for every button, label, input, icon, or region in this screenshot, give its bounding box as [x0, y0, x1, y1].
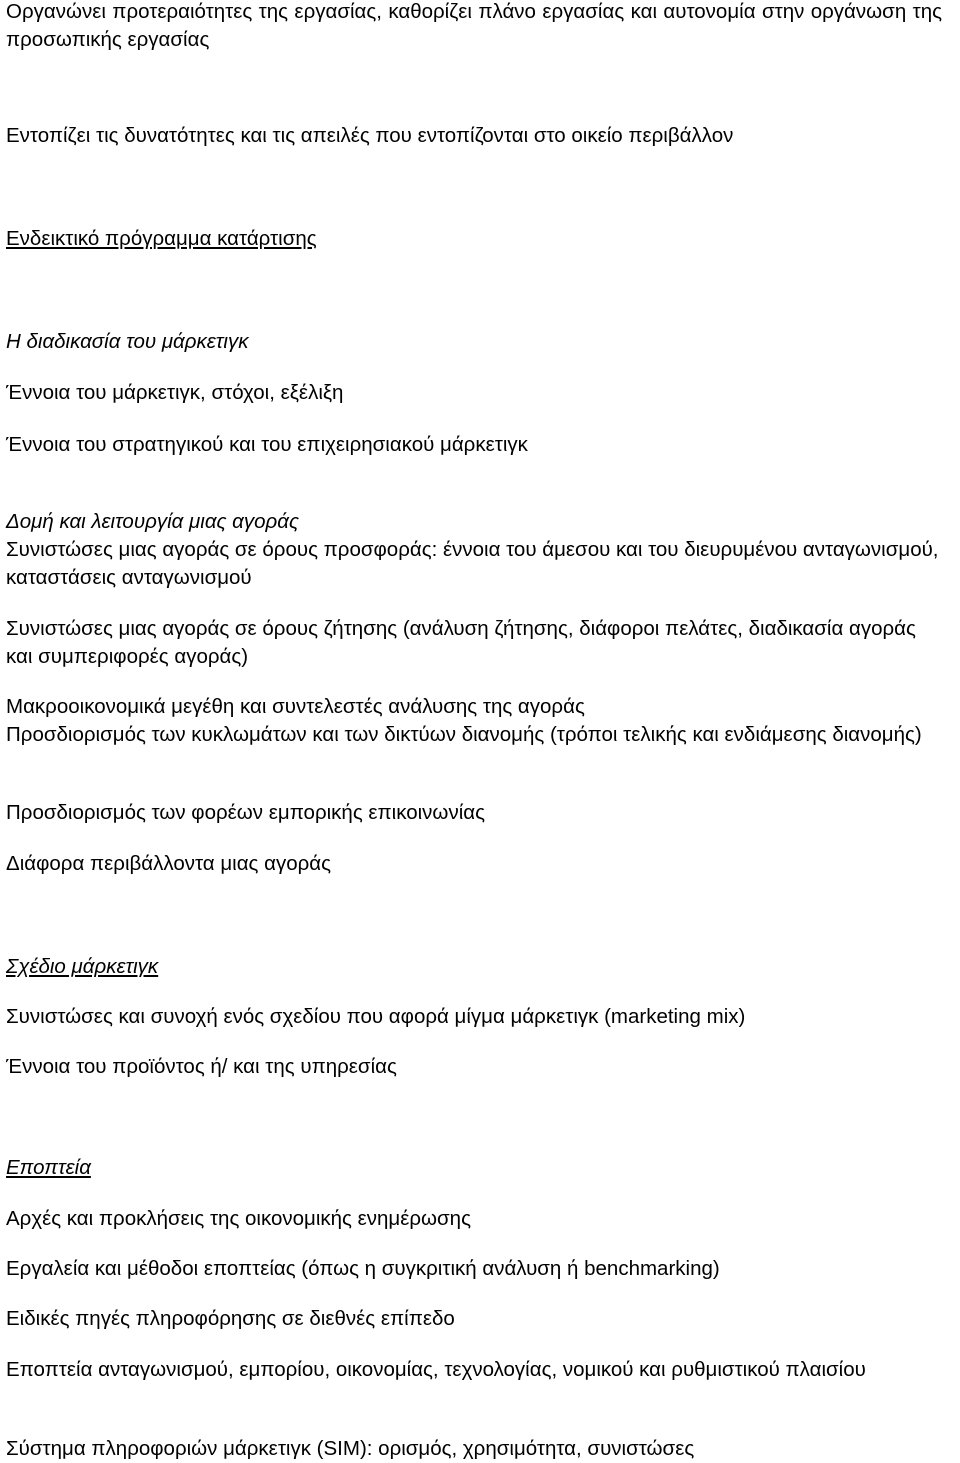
list-item: Εργαλεία και μέθοδοι εποπτείας (όπως η συγκριτική ανάλυση ή benchmarking): [6, 1257, 720, 1280]
program-heading: Ενδεικτικό πρόγραμμα κατάρτισης: [6, 227, 317, 250]
list-item: Συνιστώσες μιας αγοράς σε όρους ζήτησης (ανάλυση ζήτησης, διάφοροι πελάτες, διαδικασία αγοράς και συμπεριφορές αγοράς): [6, 617, 916, 668]
list-item: Προσδιορισμός των φορέων εμπορικής επικοινωνίας: [6, 801, 485, 824]
list-item: Συνιστώσες και συνοχή ενός σχεδίου που αφορά μίγμα μάρκετιγκ (marketing mix): [6, 1005, 746, 1028]
section-heading-marketing-plan: Σχέδιο μάρκετιγκ: [6, 955, 159, 978]
list-item: Συνιστώσες μιας αγοράς σε όρους προσφοράς: έννοια του άμεσου και του διευρυμένου ανταγωνισμού, καταστάσεις ανταγωνισμού: [6, 538, 939, 589]
section-heading-market-structure: Δομή και λειτουργία μιας αγοράς: [6, 510, 299, 533]
list-item: Σύστημα πληροφοριών μάρκετιγκ (SIM): ορισμός, χρησιμότητα, συνιστώσες: [6, 1437, 695, 1460]
list-item: Αρχές και προκλήσεις της οικονομικής ενημέρωσης: [6, 1207, 471, 1230]
list-item: Έννοια του προϊόντος ή/ και της υπηρεσίας: [6, 1055, 397, 1078]
section-heading-marketing-process: Η διαδικασία του μάρκετιγκ: [6, 330, 249, 353]
list-item: Έννοια του στρατηγικού και του επιχειρησιακού μάρκετιγκ: [6, 433, 528, 456]
list-item: Εποπτεία ανταγωνισμού, εμπορίου, οικονομίας, τεχνολογίας, νομικού και ρυθμιστικού πλαισίου: [6, 1358, 866, 1381]
intro-paragraph-opportunities: Εντοπίζει τις δυνατότητες και τις απειλές που εντοπίζονται στο οικείο περιβάλλον: [6, 124, 734, 147]
list-item: Μακροοικονομικά μεγέθη και συντελεστές ανάλυσης της αγοράς: [6, 695, 585, 718]
list-item: Προσδιορισμός των κυκλωμάτων και των δικτύων διανομής (τρόποι τελικής και ενδιάμεσης διανομής): [6, 723, 922, 746]
intro-paragraph-priorities: Οργανώνει προτεραιότητες της εργασίας, καθορίζει πλάνο εργασίας και αυτονομία στην οργάνωση της προσωπικής εργασίας: [6, 0, 942, 51]
list-item: Έννοια του μάρκετιγκ, στόχοι, εξέλιξη: [6, 381, 344, 404]
section-heading-monitoring: Εποπτεία: [6, 1156, 91, 1179]
list-item: Διάφορα περιβάλλοντα μιας αγοράς: [6, 852, 332, 875]
list-item: Ειδικές πηγές πληροφόρησης σε διεθνές επίπεδο: [6, 1307, 455, 1330]
